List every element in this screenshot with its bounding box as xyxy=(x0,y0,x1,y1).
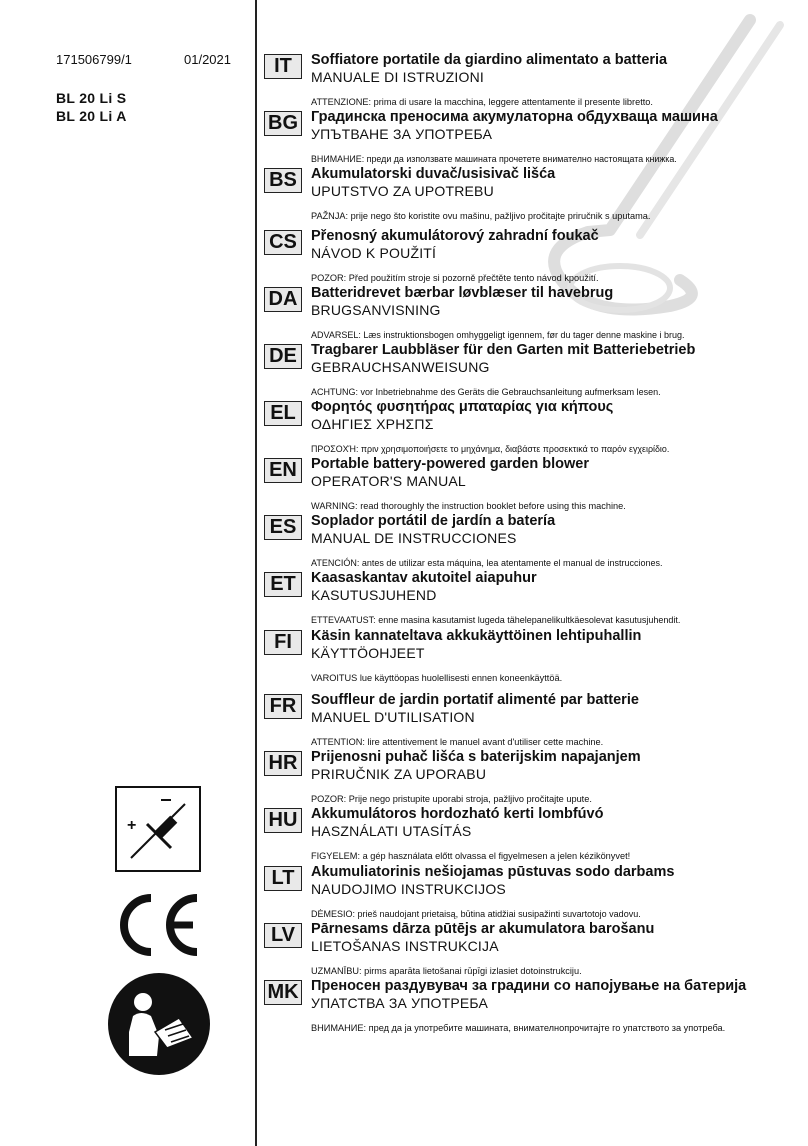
warning-label: FIGYELEM: xyxy=(311,851,361,861)
warning-body: a gép használata előtt olvassa el figyelmesen a jelen kézikönyvet! xyxy=(362,851,631,861)
warning-label: UZMANĪBU: xyxy=(311,966,362,976)
manual-subtitle: MANUEL D'UTILISATION xyxy=(311,709,475,725)
manual-subtitle: KASUTUSJUHEND xyxy=(311,587,437,603)
warning-text xyxy=(311,846,756,866)
warning-text xyxy=(311,668,756,688)
language-code-badge: LV xyxy=(264,923,302,948)
language-code-badge: CS xyxy=(264,230,302,255)
battery-polarity-icon xyxy=(115,786,201,872)
product-title: Portable battery-powered garden blower xyxy=(311,456,589,472)
warning-body: prima di usare la macchina, leggere attentamente il presente libretto. xyxy=(373,97,653,107)
warning-label: ATENCIÓN: xyxy=(311,558,360,568)
language-code-badge: ET xyxy=(264,572,302,597)
warning-label: ВНИМАНИЕ: xyxy=(311,1023,367,1033)
column-divider xyxy=(255,0,257,1146)
language-code-badge: MK xyxy=(264,980,302,1005)
product-title: Soplador portátil de jardín a batería xyxy=(311,513,556,529)
product-title: Kaasaskantav akutoitel aiapuhur xyxy=(311,570,537,586)
warning-label: VAROITUS xyxy=(311,673,358,683)
language-code-badge: ES xyxy=(264,515,302,540)
warning-body: antes de utilizar esta máquina, lea atentamente el manual de instrucciones. xyxy=(361,558,663,568)
language-code-badge: IT xyxy=(264,54,302,79)
product-title: Souffleur de jardin portatif alimenté par batterie xyxy=(311,692,639,708)
warning-text xyxy=(311,610,756,630)
language-code-badge: EL xyxy=(264,401,302,426)
warning-label: POZOR: xyxy=(311,273,347,283)
manual-subtitle: УПАТСТВА ЗА УПОТРЕБА xyxy=(311,995,489,1011)
model-name: BL 20 Li S xyxy=(56,90,127,106)
product-title: Akumuliatorinis nešiojamas pūstuvas sodo darbams xyxy=(311,864,675,880)
warning-body: πριν χρησιμοποιήσετε το μηχάνημα, διαβάστε προσεκτικά το παρόν εγχειρίδιο. xyxy=(360,444,670,454)
warning-body: enne masina kasutamist lugeda tähelepanelikultkäesolevat kasutusjuhendit. xyxy=(378,615,681,625)
warning-body: пред да ја употребите машината, внимателнопрочитајте го упатството за употреба. xyxy=(368,1023,726,1033)
warning-label: ATTENZIONE: xyxy=(311,97,372,107)
language-code-badge: FR xyxy=(264,694,302,719)
warning-label: ETTEVAATUST: xyxy=(311,615,376,625)
warning-label: DĖMESIO: xyxy=(311,909,356,919)
product-title: Akkumulátoros hordozható kerti lombfúvó xyxy=(311,806,604,822)
warning-body: vor Inbetriebnahme des Geräts die Gebrauchsanleitung aufmerksam lesen. xyxy=(360,387,661,397)
language-code-badge: HU xyxy=(264,808,302,833)
product-title: Käsin kannateltava akkukäyttöinen lehtipuhallin xyxy=(311,628,642,644)
language-code-badge: EN xyxy=(264,458,302,483)
manual-subtitle: NÁVOD K POUŽITÍ xyxy=(311,245,437,261)
product-title: Pārnesams dārza pūtējs ar akumulatora barošanu xyxy=(311,921,655,937)
warning-body: read thoroughly the instruction booklet before using this machine. xyxy=(360,501,626,511)
warning-body: Před použitím stroje si pozorně přečtěte tento návod kpoužití. xyxy=(348,273,599,283)
warning-text xyxy=(311,206,756,226)
warning-body: Læs instruktionsbogen omhyggeligt igennem, før du tager denne maskine i brug. xyxy=(363,330,685,340)
warning-text xyxy=(311,1018,751,1038)
product-title: Batteridrevet bærbar løvblæser til havebrug xyxy=(311,285,614,301)
manual-subtitle: PRIRUČNIK ZA UPORABU xyxy=(311,766,487,782)
manual-subtitle: HASZNÁLATI UTASÍTÁS xyxy=(311,823,472,839)
warning-body: pirms aparāta lietošanai rūpīgi izlasiet dotoinstrukciju. xyxy=(364,966,582,976)
language-code-badge: DA xyxy=(264,287,302,312)
language-code-badge: DE xyxy=(264,344,302,369)
warning-label: ATTENTION: xyxy=(311,737,365,747)
language-code-badge: LT xyxy=(264,866,302,891)
warning-label: ΠΡΟΣΟΧΉ: xyxy=(311,444,359,454)
manual-subtitle: NAUDOJIMO INSTRUKCIJOS xyxy=(311,881,506,897)
product-title: Φορητός φυσητήρας μπαταρίας για κήπους xyxy=(311,399,614,415)
ce-mark-icon xyxy=(113,892,203,958)
warning-body: Prije nego pristupite uporabi stroja, pažljivo pročitajte upute. xyxy=(348,794,592,804)
svg-text:+: + xyxy=(127,817,137,834)
warning-body: prije nego što koristite ovu mašinu, pažljivo pročitajte priručnik s uputama. xyxy=(350,211,651,221)
manual-subtitle: УПЪТВАНЕ ЗА УПОТРЕБА xyxy=(311,126,493,142)
document-number: 171506799/1 xyxy=(56,52,132,67)
manual-subtitle: GEBRAUCHSANWEISUNG xyxy=(311,359,490,375)
read-manual-icon xyxy=(107,972,211,1076)
product-title: Akumulatorski duvač/usisivač lišća xyxy=(311,166,556,182)
warning-label: POZOR: xyxy=(311,794,347,804)
warning-label: PAŽNJA: xyxy=(311,211,349,221)
document-date: 01/2021 xyxy=(184,52,231,67)
product-title: Soffiatore portatile da giardino alimentato a batteria xyxy=(311,52,668,68)
language-code-badge: BS xyxy=(264,168,302,193)
warning-body: lire attentivement le manuel avant d'utiliser cette machine. xyxy=(367,737,604,747)
manual-subtitle: UPUTSTVO ZA UPOTREBU xyxy=(311,183,494,199)
manual-subtitle: ΟΔΗΓΙΕΣ ΧΡΗΣΠΣ xyxy=(311,416,434,432)
manual-subtitle: MANUAL DE INSTRUCCIONES xyxy=(311,530,517,546)
manual-subtitle: OPERATOR'S MANUAL xyxy=(311,473,466,489)
warning-label: ADVARSEL: xyxy=(311,330,361,340)
warning-body: prieš naudojant prietaisą, būtina atidžiai susipažinti suvartotojo vadovu. xyxy=(357,909,641,919)
product-title: Градинска преносима акумулаторна обдухваща машина xyxy=(311,109,718,125)
manual-subtitle: BRUGSANVISNING xyxy=(311,302,441,318)
manual-subtitle: LIETOŠANAS INSTRUKCIJA xyxy=(311,938,499,954)
warning-body: преди да използвате машината прочетете внимателно настоящата книжка. xyxy=(366,154,677,164)
warning-body: lue käyttöopas huolellisesti ennen koneenkäyttöä. xyxy=(359,673,563,683)
product-title: Преносен раздувувач за градини со напојување на батерија xyxy=(311,978,747,994)
product-title: Přenosný akumulátorový zahradní foukač xyxy=(311,228,599,244)
language-code-badge: BG xyxy=(264,111,302,136)
model-name: BL 20 Li A xyxy=(56,108,127,124)
language-code-badge: FI xyxy=(264,630,302,655)
language-code-badge: HR xyxy=(264,751,302,776)
product-title: Tragbarer Laubbläser für den Garten mit Batteriebetrieb xyxy=(311,342,696,358)
warning-label: ACHTUNG: xyxy=(311,387,358,397)
manual-subtitle: MANUALE DI ISTRUZIONI xyxy=(311,69,484,85)
product-title: Prijenosni puhač lišća s baterijskim napajanjem xyxy=(311,749,641,765)
warning-label: WARNING: xyxy=(311,501,358,511)
manual-subtitle: KÄYTTÖOHJEET xyxy=(311,645,425,661)
warning-label: ВНИМАНИЕ: xyxy=(311,154,365,164)
